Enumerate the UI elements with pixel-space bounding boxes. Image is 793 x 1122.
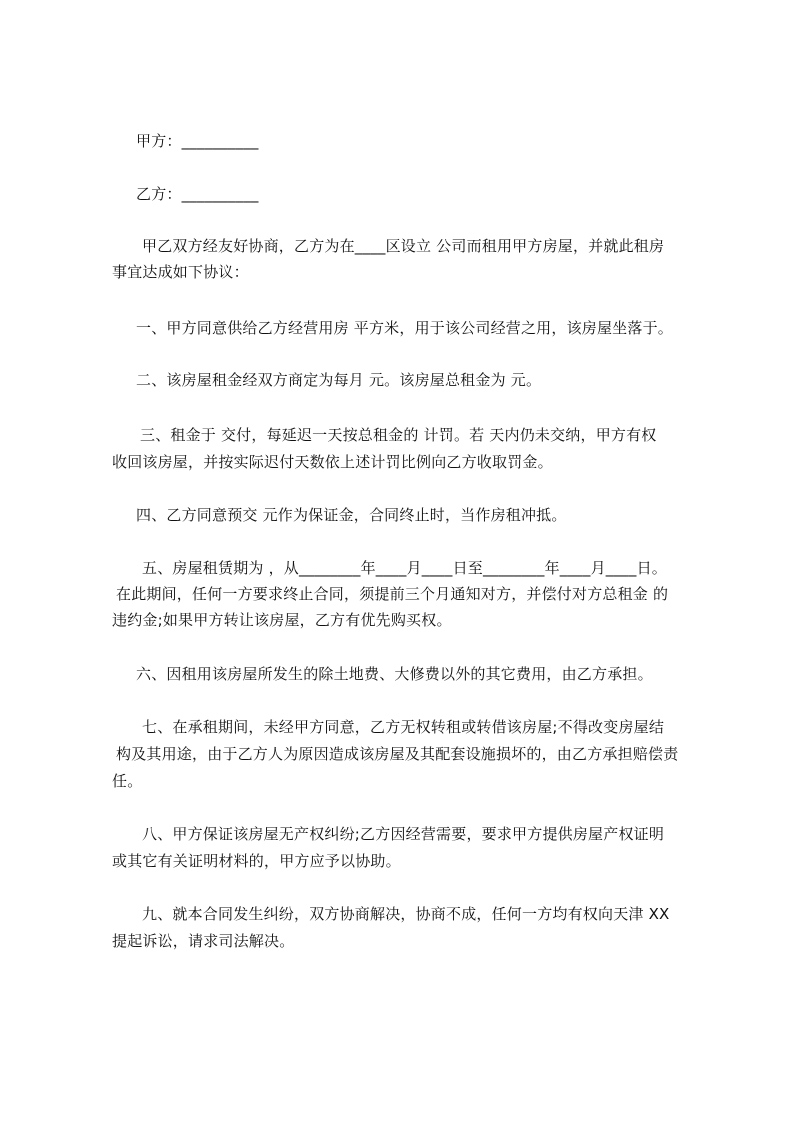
clause-9-line-2: 提起诉讼，请求司法解决。 bbox=[112, 932, 295, 950]
clause-3-line-1: 三、租金于 交付，每延迟一天按总租金的 计罚。若 天内仍未交纳，甲方有权 bbox=[140, 426, 657, 444]
party-a-blank: __________ bbox=[181, 132, 259, 150]
clause-5-line-3: 违约金;如果甲方转让该房屋，乙方有优先购买权。 bbox=[112, 611, 452, 629]
clause-3-line-2: 收回该房屋，并按实际迟付天数依上述计罚比例向乙方收取罚金。 bbox=[112, 453, 553, 471]
clause-4-line-1: 四、乙方同意预交 元作为保证金，合同终止时，当作房租冲抵。 bbox=[136, 506, 567, 524]
preamble-line-2: 事宜达成如下协议： bbox=[112, 263, 249, 281]
clause-7-line-1: 七、在承租期间，未经甲方同意，乙方无权转租或转借该房屋;不得改变房屋结 bbox=[142, 718, 665, 736]
party-b-line bbox=[136, 184, 259, 204]
party-a-line bbox=[136, 131, 259, 151]
clause-8-line-1: 八、甲方保证该房屋无产权纠纷;乙方因经营需要，要求甲方提供房屋产权证明 bbox=[142, 825, 665, 843]
clause-7-line-3: 任。 bbox=[112, 772, 143, 790]
clause-7-line-2: 构及其用途，由于乙方人为原因造成该房屋及其配套设施损坏的，由乙方承担赔偿责 bbox=[116, 745, 679, 763]
clause-8-line-2: 或其它有关证明材料的，甲方应予以协助。 bbox=[112, 852, 401, 870]
clause-6-line-1: 六、因租用该房屋所发生的除土地费、大修费以外的其它费用，由乙方承担。 bbox=[136, 665, 653, 683]
clause-5-line-2: 在此期间，任何一方要求终止合同，须提前三个月通知对方，并偿付对方总租金 的 bbox=[116, 585, 669, 603]
party-b-blank: __________ bbox=[181, 185, 259, 203]
clause-5-line-1: 五、房屋租赁期为 ，从________年____月____日至________年____月____日。 bbox=[142, 559, 667, 577]
party-b-label: 乙方： bbox=[136, 185, 182, 203]
clause-9-line-1: 九、就本合同发生纠纷，双方协商解决，协商不成，任何一方均有权向天津 XX bbox=[142, 905, 670, 923]
party-a-label: 甲方： bbox=[136, 132, 182, 150]
clause-1-line-1: 一、甲方同意供给乙方经营用房 平方米，用于该公司经营之用，该房屋坐落于。 bbox=[136, 319, 673, 337]
clause-2-line-1: 二、该房屋租金经双方商定为每月 元。该房屋总租金为 元。 bbox=[136, 371, 542, 389]
preamble-line-1: 甲乙双方经友好协商，乙方为在____区设立 公司而租用甲方房屋，并就此租房 bbox=[142, 237, 665, 255]
